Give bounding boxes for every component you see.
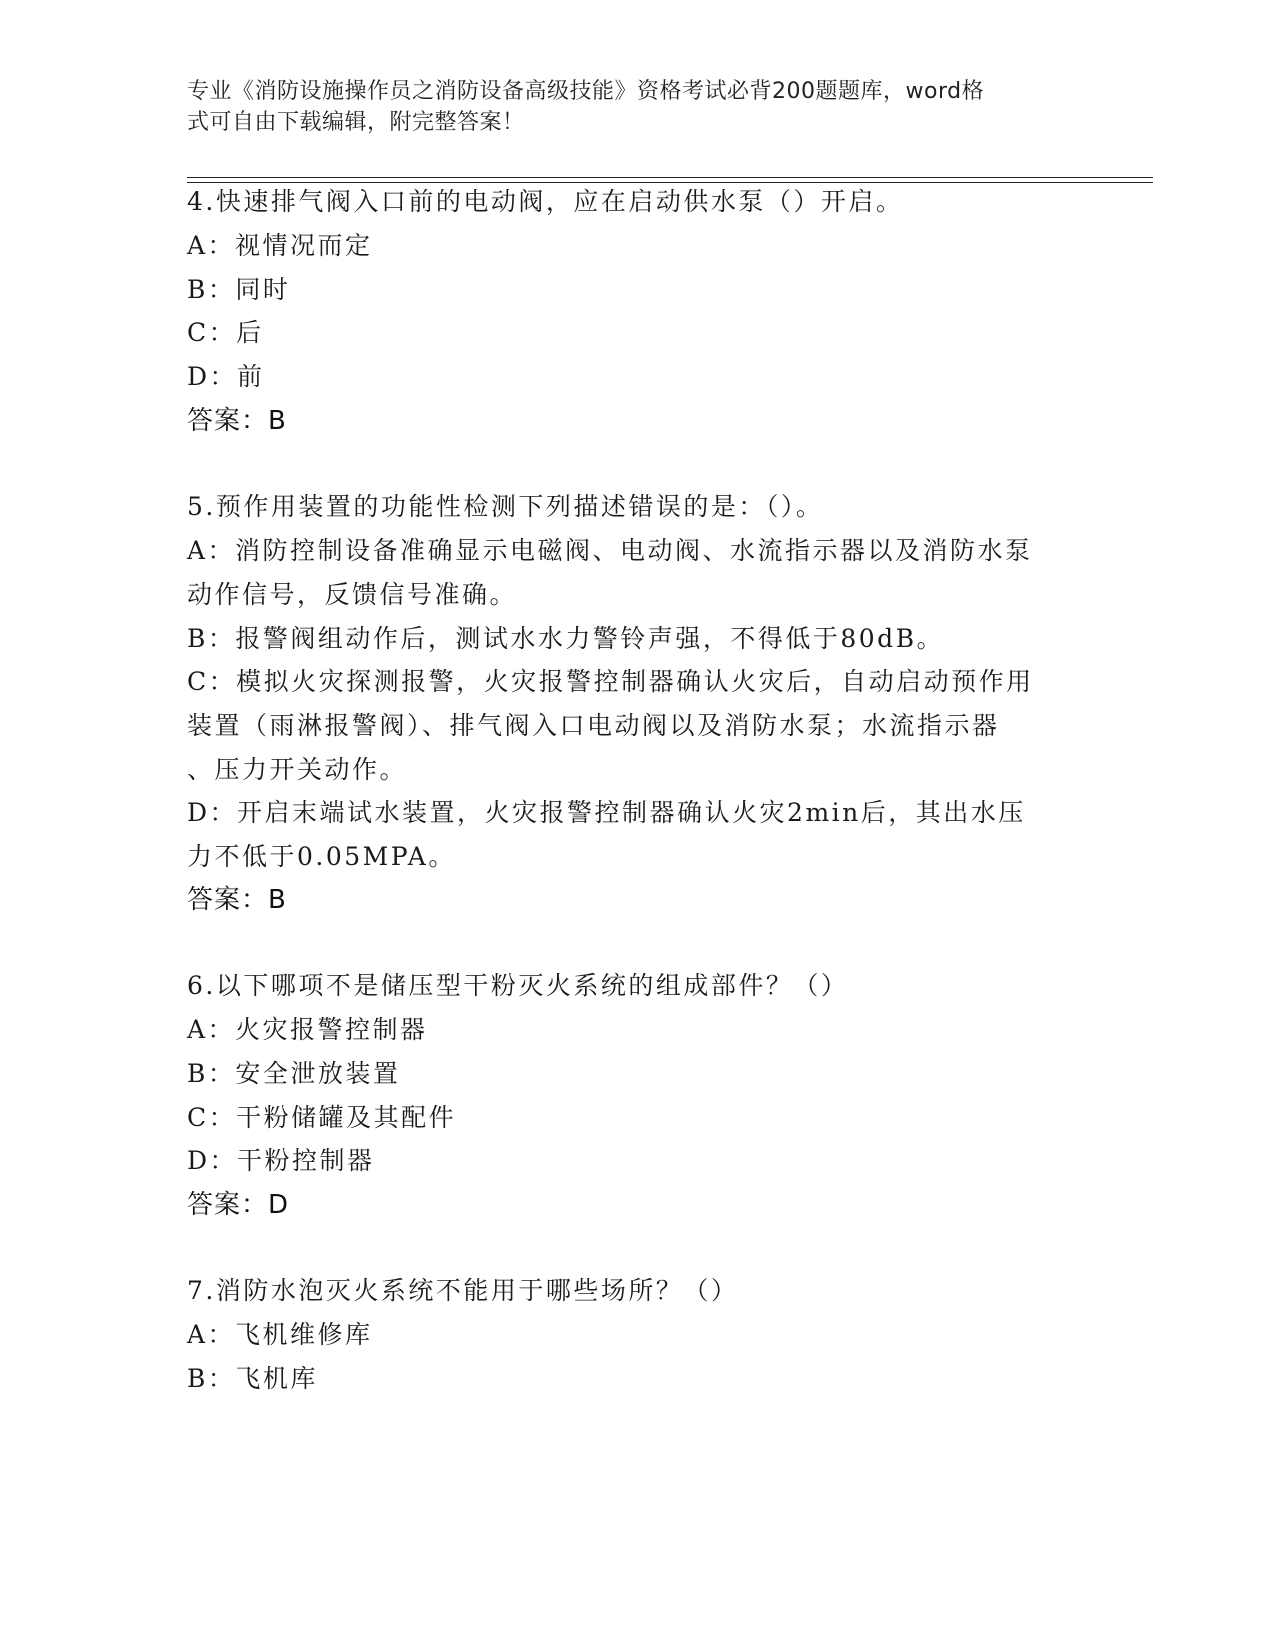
header-divider-top <box>187 177 1153 178</box>
question-4-answer: 答案：B <box>187 406 287 436</box>
question-7-option-a: A：飞机维修库 <box>187 1320 373 1349</box>
question-7-option-b: B：飞机库 <box>187 1364 318 1393</box>
question-4-option-d: D：前 <box>187 362 265 391</box>
question-5-stem: 5.预作用装置的功能性检测下列描述错误的是：（）。 <box>187 492 824 521</box>
question-6-option-c: C：干粉储罐及其配件 <box>187 1103 457 1132</box>
question-5-option-a-line-2: 动作信号，反馈信号准确。 <box>187 580 518 609</box>
question-5-option-d-line-1: D：开启末端试水装置，火灾报警控制器确认火灾2min后，其出水压 <box>187 798 1026 827</box>
question-6-option-a: A：火灾报警控制器 <box>187 1015 428 1044</box>
question-6-stem: 6.以下哪项不是储压型干粉灭火系统的组成部件？（） <box>187 971 849 1000</box>
question-4-option-a: A：视情况而定 <box>187 231 373 260</box>
header-line-1: 专业《消防设施操作员之消防设备高级技能》资格考试必背200题题库，word格 <box>187 79 985 104</box>
question-5-option-a-line-1: A：消防控制设备准确显示电磁阀、电动阀、水流指示器以及消防水泵 <box>187 536 1033 565</box>
question-5-answer: 答案：B <box>187 885 287 915</box>
header-divider-bottom <box>187 182 1153 183</box>
question-6-answer: 答案：D <box>187 1190 290 1220</box>
question-7-stem: 7.消防水泡灭火系统不能用于哪些场所？（） <box>187 1276 739 1305</box>
question-4-stem: 4.快速排气阀入口前的电动阀，应在启动供水泵（）开启。 <box>187 187 904 216</box>
question-4-option-b: B：同时 <box>187 275 291 304</box>
question-5-option-c-line-2: 装置（雨淋报警阀）、排气阀入口电动阀以及消防水泵；水流指示器 <box>187 711 1000 740</box>
question-6-option-b: B：安全泄放装置 <box>187 1059 401 1088</box>
question-4-option-c: C：后 <box>187 318 264 347</box>
question-5-option-d-line-2: 力不低于0.05MPA。 <box>187 842 456 871</box>
document-header <box>187 76 1067 138</box>
question-6-option-d: D：干粉控制器 <box>187 1146 375 1175</box>
question-5-option-b: B：报警阀组动作后，测试水水力警铃声强，不得低于80dB。 <box>187 624 945 653</box>
header-line-2: 式可自由下载编辑，附完整答案！ <box>187 110 525 135</box>
question-5-option-c-line-1: C：模拟火灾探测报警，火灾报警控制器确认火灾后，自动启动预作用 <box>187 667 1034 696</box>
question-5-option-c-line-3: 、压力开关动作。 <box>187 755 408 784</box>
